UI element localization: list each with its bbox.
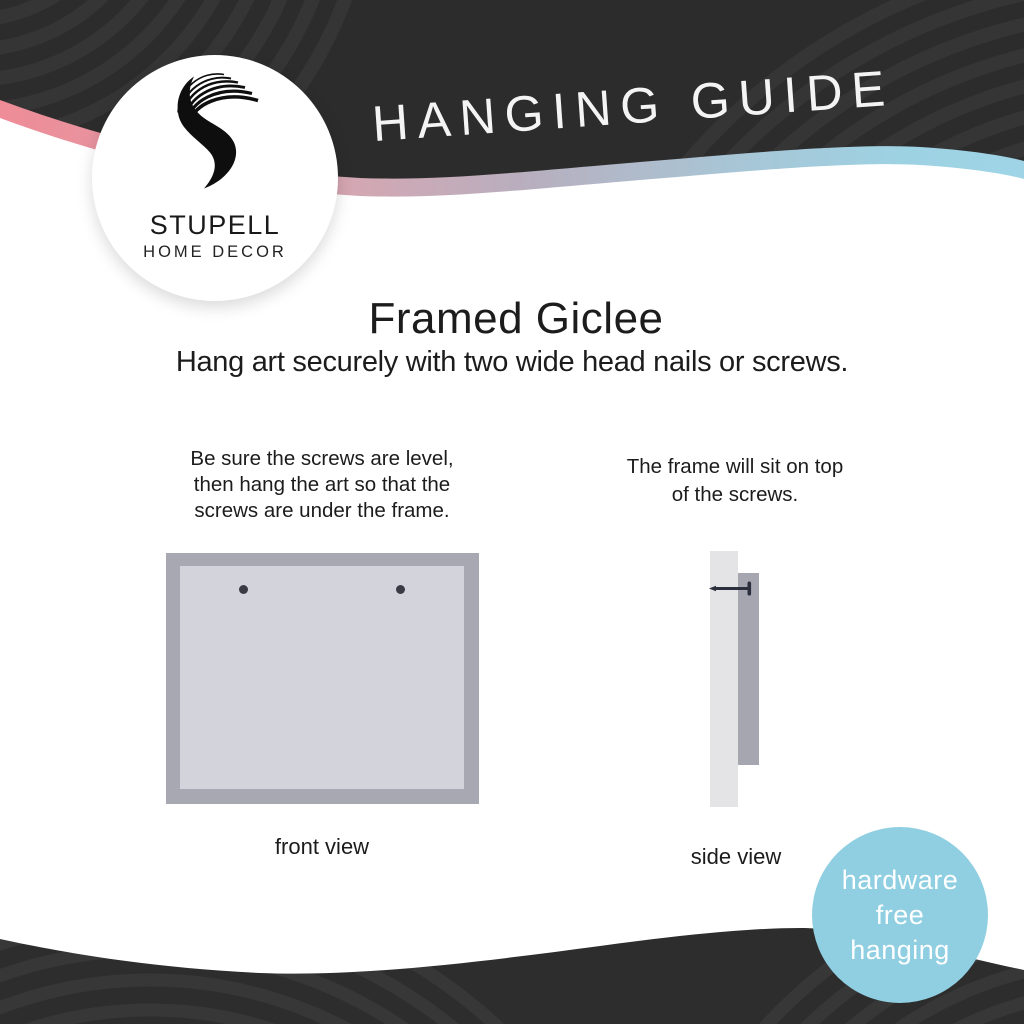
- main-instruction: Hang art securely with two wide head nails or screws.: [175, 346, 849, 378]
- front-view-artwork: [180, 566, 464, 789]
- hardware-free-badge: [812, 827, 988, 1003]
- side-note-line: The frame will sit on top: [626, 455, 844, 478]
- brand-tagline: HOME DECOR: [143, 243, 287, 261]
- front-view-note: [142, 446, 502, 524]
- badge-line: hardware: [841, 864, 959, 895]
- brand-swirl-icon: [164, 67, 264, 195]
- side-view-note: [555, 453, 915, 509]
- screw-dot-left: [239, 585, 248, 594]
- front-note-line: Be sure the screws are level,: [190, 447, 454, 470]
- product-type-subtitle: Framed Giclee: [368, 294, 664, 343]
- page-title: HANGING GUIDE: [370, 59, 896, 153]
- brand-logo: [92, 55, 338, 301]
- front-view-diagram-frame: [166, 553, 479, 804]
- side-view-label: side view: [690, 844, 782, 869]
- side-note-line: of the screws.: [671, 483, 799, 506]
- side-view-frame-bar: [738, 573, 759, 765]
- badge-line: hanging: [850, 934, 950, 965]
- front-note-line: then hang the art so that the: [193, 473, 451, 496]
- screw-dot-right: [396, 585, 405, 594]
- nail-icon: [708, 580, 754, 597]
- badge-line: free: [875, 899, 925, 930]
- front-note-line: screws are under the frame.: [194, 499, 450, 522]
- front-view-label: front view: [274, 834, 370, 859]
- brand-name: STUPELL: [149, 210, 281, 240]
